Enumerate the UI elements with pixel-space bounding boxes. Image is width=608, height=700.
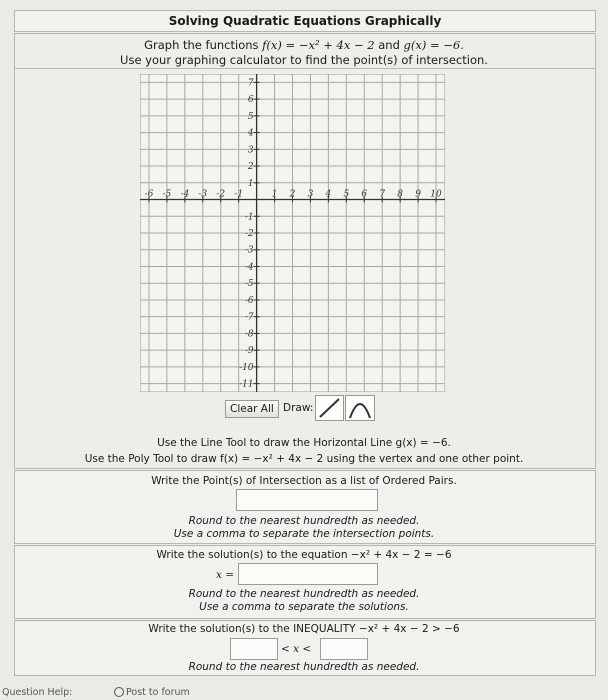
line-tool-icon: [316, 396, 343, 420]
x-tick-label: 5: [343, 189, 350, 200]
draw-label: Draw:: [283, 402, 314, 414]
y-tick-label: -3: [244, 245, 254, 256]
y-tick-label: -6: [244, 295, 254, 306]
parabola-tool-icon: [346, 396, 374, 420]
q3-hint-rounding: Round to the nearest hundredth as needed.: [188, 661, 420, 673]
y-tick-label: 5: [247, 111, 254, 122]
footer-bar: [0, 686, 608, 700]
question-help-label: Question Help:: [2, 687, 73, 698]
inequality-upper-input[interactable]: [320, 638, 368, 660]
y-tick-label: -9: [244, 346, 254, 357]
q1-hint-rounding: Round to the nearest hundredth as needed.: [188, 515, 420, 527]
q2-prompt: Write the solution(s) to the equation −x² + 4x − 2 = −6: [156, 549, 452, 561]
instruction-poly-tool: Use the Poly Tool to draw f(x) = −x² + 4x − 2 using the vertex and one other point.: [84, 453, 524, 465]
x-tick-label: 4: [325, 189, 332, 200]
x-tick-label: -6: [144, 189, 154, 200]
coordinate-grid[interactable]: [140, 74, 445, 392]
y-tick-label: 3: [247, 145, 254, 156]
y-tick-label: 7: [247, 78, 254, 89]
f-definition: f(x) = −x² + 4x − 2: [262, 38, 375, 52]
x-tick-label: 2: [289, 189, 296, 200]
x-tick-label: 9: [415, 189, 421, 200]
y-tick-label: -5: [244, 279, 254, 290]
y-tick-label: -10: [239, 362, 254, 373]
line-tool-button[interactable]: [315, 395, 344, 421]
y-tick-label: 1: [247, 178, 254, 189]
y-tick-label: 2: [247, 162, 254, 173]
x-tick-label: 7: [379, 189, 386, 200]
inequality-lower-input[interactable]: [230, 638, 278, 660]
equation-solutions-input[interactable]: [238, 563, 378, 585]
x-tick-label: -4: [180, 189, 190, 200]
x-tick-label: -2: [216, 189, 226, 200]
y-tick-label: -7: [244, 312, 254, 323]
y-tick-label: 6: [247, 95, 254, 106]
x-tick-label: 6: [361, 189, 368, 200]
forum-bubble-icon: [114, 687, 124, 697]
y-tick-label: -2: [244, 229, 254, 239]
q1-hint-comma: Use a comma to separate the intersection points.: [173, 528, 435, 540]
page-title: Solving Quadratic Equations Graphically: [14, 10, 596, 32]
post-to-forum-link[interactable]: Post to forum: [126, 687, 190, 698]
y-tick-label: -1: [244, 212, 254, 223]
instruction-line-tool: Use the Line Tool to draw the Horizontal Line g(x) = −6.: [157, 437, 451, 449]
prompt-line-1: [0, 38, 608, 52]
x-tick-label: -3: [198, 189, 208, 200]
prompt-prefix: Graph the functions: [144, 38, 259, 52]
g-definition: g(x) = −6.: [403, 38, 464, 52]
prompt-line-2: Use your graphing calculator to find the point(s) of intersection.: [120, 53, 488, 67]
poly-tool-button[interactable]: [345, 395, 375, 421]
x-tick-label: 3: [307, 189, 314, 200]
y-tick-label: 4: [247, 128, 254, 139]
q3-middle-label: < x <: [281, 643, 312, 655]
q2-hint-rounding: Round to the nearest hundredth as needed.: [188, 588, 420, 600]
x-tick-label: -5: [162, 189, 172, 200]
y-tick-label: -11: [239, 379, 254, 390]
q2-x-label: x =: [216, 569, 235, 581]
prompt-and: and: [378, 38, 400, 52]
x-tick-label: 8: [397, 189, 404, 200]
x-tick-label: 10: [430, 189, 442, 200]
y-tick-label: -8: [244, 329, 254, 340]
y-tick-label: -4: [244, 262, 254, 273]
prompt-divider: [14, 68, 596, 69]
q1-prompt: Write the Point(s) of Intersection as a list of Ordered Pairs.: [151, 475, 457, 487]
clear-all-button[interactable]: Clear All: [225, 400, 279, 418]
graph-area[interactable]: [140, 74, 445, 392]
q2-hint-comma: Use a comma to separate the solutions.: [199, 601, 409, 613]
x-tick-label: 1: [271, 189, 278, 200]
x-tick-label: -1: [234, 189, 244, 200]
intersection-points-input[interactable]: [236, 489, 378, 511]
q3-prompt: Write the solution(s) to the INEQUALITY −x² + 4x − 2 > −6: [148, 623, 460, 635]
